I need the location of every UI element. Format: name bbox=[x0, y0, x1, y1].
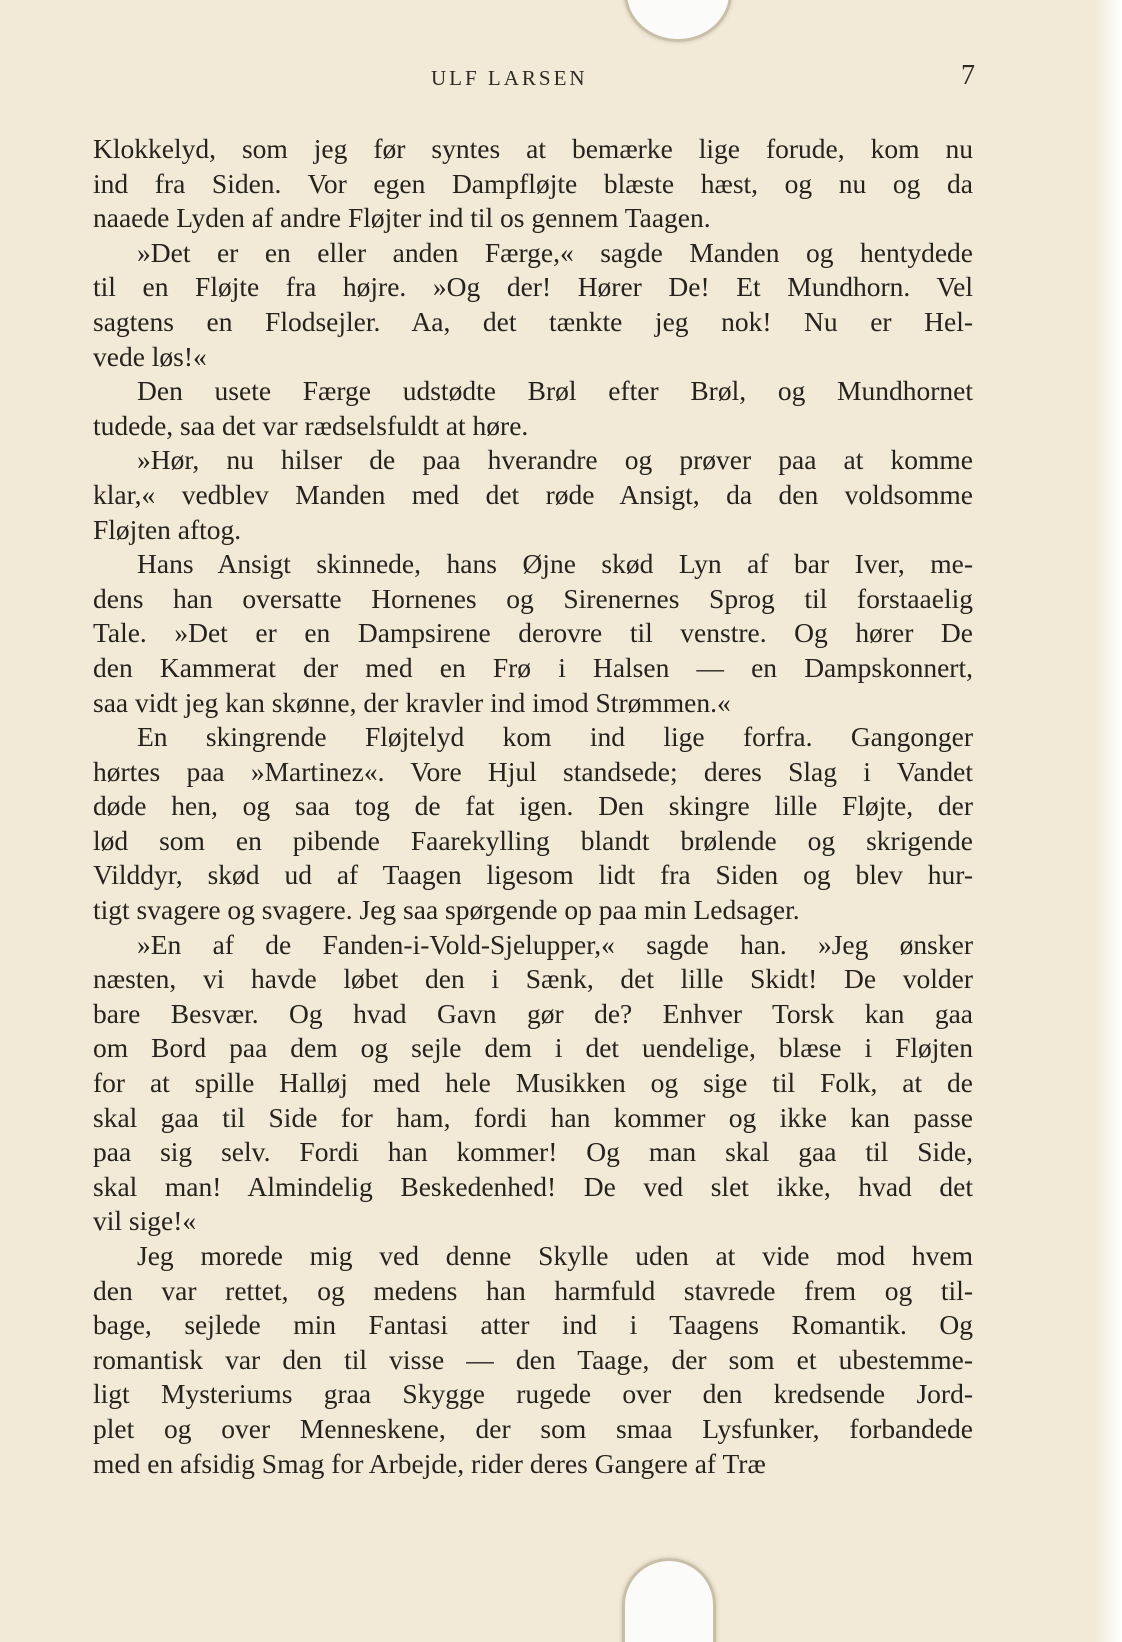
text-line: vil sige!« bbox=[93, 1205, 197, 1237]
text-line: klar,« vedblev Manden med det røde Ansigt, da den voldsomme bbox=[93, 478, 973, 510]
text-line: »Hør, nu hilser de paa hverandre og prøver paa at komme bbox=[137, 444, 973, 476]
body-text bbox=[93, 132, 973, 1481]
text-line: romantisk var den til visse — den Taage, der som et ubestemme- bbox=[93, 1343, 973, 1375]
page-number: 7 bbox=[961, 60, 975, 91]
text-line: om Bord paa dem og sejle dem i det uendelige, blæse i Fløjten bbox=[93, 1032, 973, 1064]
text-line: vede løs!« bbox=[93, 340, 207, 372]
text-line: Vilddyr, skød ud af Taagen ligesom lidt fra Siden og blev hur- bbox=[93, 859, 973, 891]
text-line: hørtes paa »Martinez«. Vore Hjul standsede; deres Slag i Vandet bbox=[93, 755, 973, 787]
running-title: ULF LARSEN bbox=[431, 66, 588, 90]
text-line: Fløjten aftog. bbox=[93, 513, 242, 545]
text-line: sagtens en Flodsejler. Aa, det tænkte jeg nok! Nu er Hel- bbox=[93, 305, 973, 337]
text-line: ind fra Siden. Vor egen Dampfløjte blæste hæst, og nu og da bbox=[93, 167, 973, 199]
text-line: plet og over Menneskene, der som smaa Lysfunker, forbandede bbox=[93, 1412, 973, 1444]
text-line: bage, sejlede min Fantasi atter ind i Taagens Romantik. Og bbox=[93, 1309, 973, 1341]
text-line: »En af de Fanden-i-Vold-Sjelupper,« sagde han. »Jeg ønsker bbox=[137, 928, 973, 960]
text-line: skal man! Almindelig Beskedenhed! De ved slet ikke, hvad det bbox=[93, 1170, 973, 1202]
text-line: »Det er en eller anden Færge,« sagde Manden og hentydede bbox=[137, 236, 973, 268]
running-head bbox=[95, 60, 975, 96]
text-line: naaede Lyden af andre Fløjter ind til os gennem Taagen. bbox=[93, 202, 711, 234]
text-line: lød som en pibende Faarekylling blandt brølende og skrigende bbox=[93, 824, 973, 856]
text-line: Den usete Færge udstødte Brøl efter Brøl, og Mundhornet bbox=[137, 375, 973, 407]
text-line: Tale. »Det er en Dampsirene derovre til venstre. Og hører De bbox=[93, 617, 973, 649]
text-line: med en afsidig Smag for Arbejde, rider deres Gangere af Træ bbox=[93, 1447, 766, 1479]
text-line: paa sig selv. Fordi han kommer! Og man skal gaa til Side, bbox=[93, 1136, 973, 1168]
page-edge bbox=[1094, 0, 1122, 1642]
text-line: den Kammerat der med en Frø i Halsen — en Dampskonnert, bbox=[93, 651, 973, 683]
text-line: til en Fløjte fra højre. »Og der! Hører De! Et Mundhorn. Vel bbox=[93, 271, 973, 303]
text-line: døde hen, og saa tog de fat igen. Den skingre lille Fløjte, der bbox=[93, 790, 973, 822]
text-line: ligt Mysteriums graa Skygge rugede over den kredsende Jord- bbox=[93, 1378, 973, 1410]
text-line: den var rettet, og medens han harmfuld stavrede frem og til- bbox=[93, 1274, 973, 1306]
text-line: Jeg morede mig ved denne Skylle uden at vide mod hvem bbox=[137, 1240, 973, 1271]
text-line: En skingrende Fløjtelyd kom ind lige forfra. Gangonger bbox=[137, 721, 973, 753]
text-line: dens han oversatte Hornenes og Sirenernes Sprog til forstaaelig bbox=[93, 582, 973, 614]
text-line: Hans Ansigt skinnede, hans Øjne skød Lyn af bar Iver, me- bbox=[137, 548, 973, 580]
text-line: Klokkelyd, som jeg før syntes at bemærke lige forude, kom nu bbox=[93, 133, 973, 164]
text-line: bare Besvær. Og hvad Gavn gør de? Enhver Torsk kan gaa bbox=[93, 997, 973, 1029]
text-line: for at spille Halløj med hele Musikken og sige til Folk, at de bbox=[93, 1067, 973, 1099]
text-line: saa vidt jeg kan skønne, der kravler ind imod Strømmen.« bbox=[93, 686, 731, 718]
binder-hole-top bbox=[624, 0, 732, 42]
binder-hole-bottom bbox=[622, 1558, 716, 1642]
text-line: tigt svagere og svagere. Jeg saa spørgende op paa min Ledsager. bbox=[93, 894, 800, 926]
text-line: skal gaa til Side for ham, fordi han kommer og ikke kan passe bbox=[93, 1101, 973, 1133]
text-line: næsten, vi havde løbet den i Sænk, det lille Skidt! De volder bbox=[93, 963, 973, 995]
text-line: tudede, saa det var rædselsfuldt at høre. bbox=[93, 409, 529, 441]
